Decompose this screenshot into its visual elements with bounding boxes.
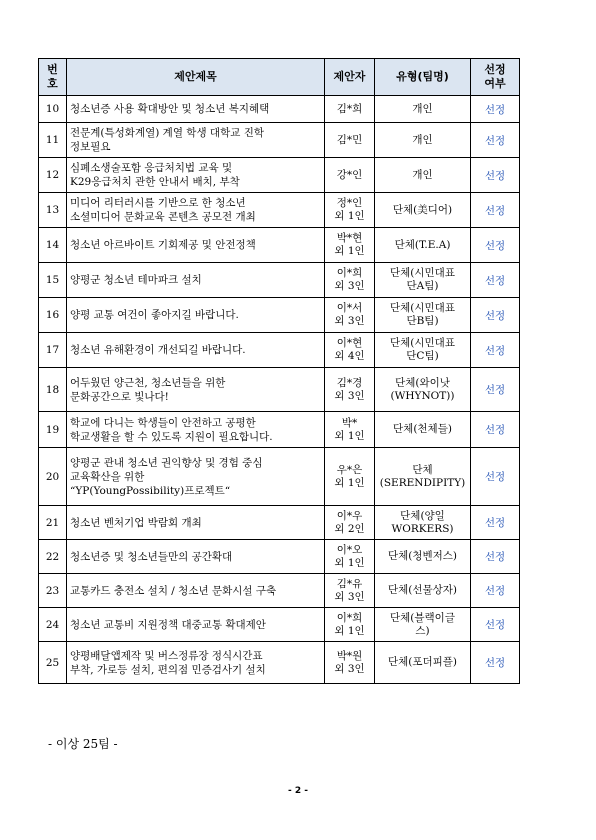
proposal-title: 청소년 유해환경이 개선되길 바랍니다. bbox=[67, 333, 325, 368]
selection-status: 선정 bbox=[471, 642, 520, 684]
proposal-title: 청소년증 사용 확대방안 및 청소년 복지혜택 bbox=[67, 96, 325, 123]
selection-status: 선정 bbox=[471, 298, 520, 333]
proposal-title: 미디어 리터러시를 기반으로 한 청소년 소셜미디어 문화교육 콘텐츠 공모전 개최 bbox=[67, 193, 325, 228]
selection-status: 선정 bbox=[471, 193, 520, 228]
proposal-title: 양평군 청소년 테마파크 설치 bbox=[67, 263, 325, 298]
row-number: 16 bbox=[39, 298, 67, 333]
selection-status: 선정 bbox=[471, 123, 520, 158]
selection-status: 선정 bbox=[471, 228, 520, 263]
selection-status: 선정 bbox=[471, 263, 520, 298]
proposal-type: 단체(블랙이글 스) bbox=[375, 608, 471, 642]
row-number: 17 bbox=[39, 333, 67, 368]
table-row bbox=[39, 574, 520, 608]
row-number: 23 bbox=[39, 574, 67, 608]
proposal-title: 양평 교통 여건이 좋아지길 바랍니다. bbox=[67, 298, 325, 333]
proposer-name: 김*민 bbox=[325, 123, 375, 158]
page-number: - 2 - bbox=[288, 786, 308, 796]
proposal-type: 단체 (SERENDIPITY) bbox=[375, 448, 471, 506]
proposer-name: 박*현 외 1인 bbox=[325, 228, 375, 263]
proposer-name: 이*서 외 3인 bbox=[325, 298, 375, 333]
proposal-type: 개인 bbox=[375, 123, 471, 158]
table-row bbox=[39, 608, 520, 642]
selection-status: 선정 bbox=[471, 448, 520, 506]
table-row bbox=[39, 642, 520, 684]
proposer-name: 김*유 외 3인 bbox=[325, 574, 375, 608]
header-proposer: 제안자 bbox=[325, 59, 375, 96]
row-number: 11 bbox=[39, 123, 67, 158]
table-row bbox=[39, 263, 520, 298]
row-number: 10 bbox=[39, 96, 67, 123]
proposer-name: 정*인 외 1인 bbox=[325, 193, 375, 228]
row-number: 21 bbox=[39, 506, 67, 540]
proposal-type: 단체(시민대표 단C팀) bbox=[375, 333, 471, 368]
row-number: 20 bbox=[39, 448, 67, 506]
selection-status: 선정 bbox=[471, 158, 520, 193]
proposal-title: 청소년 아르바이트 기회제공 및 안전정책 bbox=[67, 228, 325, 263]
header-selected: 선정 여부 bbox=[471, 59, 520, 96]
proposal-title: 청소년 교통비 지원정책 대중교통 확대제안 bbox=[67, 608, 325, 642]
proposal-type: 단체(포더피플) bbox=[375, 642, 471, 684]
proposal-type: 단체(천체들) bbox=[375, 412, 471, 448]
proposer-name: 박*원 외 3인 bbox=[325, 642, 375, 684]
header-title: 제안제목 bbox=[67, 59, 325, 96]
proposal-type: 단체(시민대표 단A팀) bbox=[375, 263, 471, 298]
proposal-type: 단체(美디어) bbox=[375, 193, 471, 228]
proposer-name: 강*인 bbox=[325, 158, 375, 193]
proposer-name: 우*은 외 1인 bbox=[325, 448, 375, 506]
selection-status: 선정 bbox=[471, 412, 520, 448]
row-number: 22 bbox=[39, 540, 67, 574]
row-number: 19 bbox=[39, 412, 67, 448]
proposal-type: 단체(선물상자) bbox=[375, 574, 471, 608]
table-row bbox=[39, 158, 520, 193]
table-body bbox=[39, 96, 520, 684]
table-header-row bbox=[39, 59, 520, 96]
selection-status: 선정 bbox=[471, 506, 520, 540]
proposal-title: 양평배달앱제작 및 버스정류장 정식시간표 부착, 가로등 설치, 편의점 민증검사기 설치 bbox=[67, 642, 325, 684]
proposal-type: 단체(양일 WORKERS) bbox=[375, 506, 471, 540]
proposal-type: 단체(시민대표 단B팀) bbox=[375, 298, 471, 333]
proposal-title: 심폐소생술포함 응급처치법 교육 및 K29응급처치 관한 안내서 배치, 부착 bbox=[67, 158, 325, 193]
closing-note: - 이상 25팀 - bbox=[48, 737, 118, 751]
row-number: 15 bbox=[39, 263, 67, 298]
proposer-name: 이*오 외 1인 bbox=[325, 540, 375, 574]
proposer-name: 이*희 외 1인 bbox=[325, 608, 375, 642]
table-row bbox=[39, 123, 520, 158]
header-number: 번 호 bbox=[39, 59, 67, 96]
table-row bbox=[39, 540, 520, 574]
table-row bbox=[39, 412, 520, 448]
proposal-title: 학교에 다니는 학생들이 안전하고 공평한 학교생활을 할 수 있도록 지원이 필요합니다. bbox=[67, 412, 325, 448]
proposal-title: 청소년증 및 청소년들만의 공간확대 bbox=[67, 540, 325, 574]
proposer-name: 이*우 외 2인 bbox=[325, 506, 375, 540]
proposer-name: 이*현 외 4인 bbox=[325, 333, 375, 368]
table-row bbox=[39, 228, 520, 263]
selection-status: 선정 bbox=[471, 333, 520, 368]
proposal-type: 단체(T.E.A) bbox=[375, 228, 471, 263]
row-number: 12 bbox=[39, 158, 67, 193]
proposal-type: 개인 bbox=[375, 96, 471, 123]
table-row bbox=[39, 96, 520, 123]
row-number: 18 bbox=[39, 368, 67, 412]
selection-status: 선정 bbox=[471, 368, 520, 412]
proposal-title: 청소년 벤처기업 박람회 개최 bbox=[67, 506, 325, 540]
table-row bbox=[39, 193, 520, 228]
proposer-name: 김*희 bbox=[325, 96, 375, 123]
row-number: 24 bbox=[39, 608, 67, 642]
proposal-title: 전문계(특성화계열) 계열 학생 대학교 진학 정보필요 bbox=[67, 123, 325, 158]
proposal-type: 개인 bbox=[375, 158, 471, 193]
table-row bbox=[39, 368, 520, 412]
header-type: 유형(팀명) bbox=[375, 59, 471, 96]
proposal-table bbox=[38, 58, 520, 684]
selection-status: 선정 bbox=[471, 96, 520, 123]
proposal-title: 어두웠던 양근천, 청소년들을 위한 문화공간으로 빛나다! bbox=[67, 368, 325, 412]
row-number: 13 bbox=[39, 193, 67, 228]
table-row bbox=[39, 298, 520, 333]
proposer-name: 김*경 외 3인 bbox=[325, 368, 375, 412]
table-row bbox=[39, 506, 520, 540]
selection-status: 선정 bbox=[471, 608, 520, 642]
selection-status: 선정 bbox=[471, 574, 520, 608]
table-row bbox=[39, 448, 520, 506]
proposer-name: 이*희 외 3인 bbox=[325, 263, 375, 298]
selection-status: 선정 bbox=[471, 540, 520, 574]
proposal-title: 양평군 관내 청소년 권익향상 및 경험 중심 교육확산을 위한 “YP(YoungPossibility)프로젝트“ bbox=[67, 448, 325, 506]
proposal-type: 단체(와이낫 (WHYNOT)) bbox=[375, 368, 471, 412]
row-number: 14 bbox=[39, 228, 67, 263]
row-number: 25 bbox=[39, 642, 67, 684]
proposer-name: 박* 외 1인 bbox=[325, 412, 375, 448]
proposal-type: 단체(청벤저스) bbox=[375, 540, 471, 574]
proposal-title: 교통카드 충전소 설치 / 청소년 문화시설 구축 bbox=[67, 574, 325, 608]
table-row bbox=[39, 333, 520, 368]
